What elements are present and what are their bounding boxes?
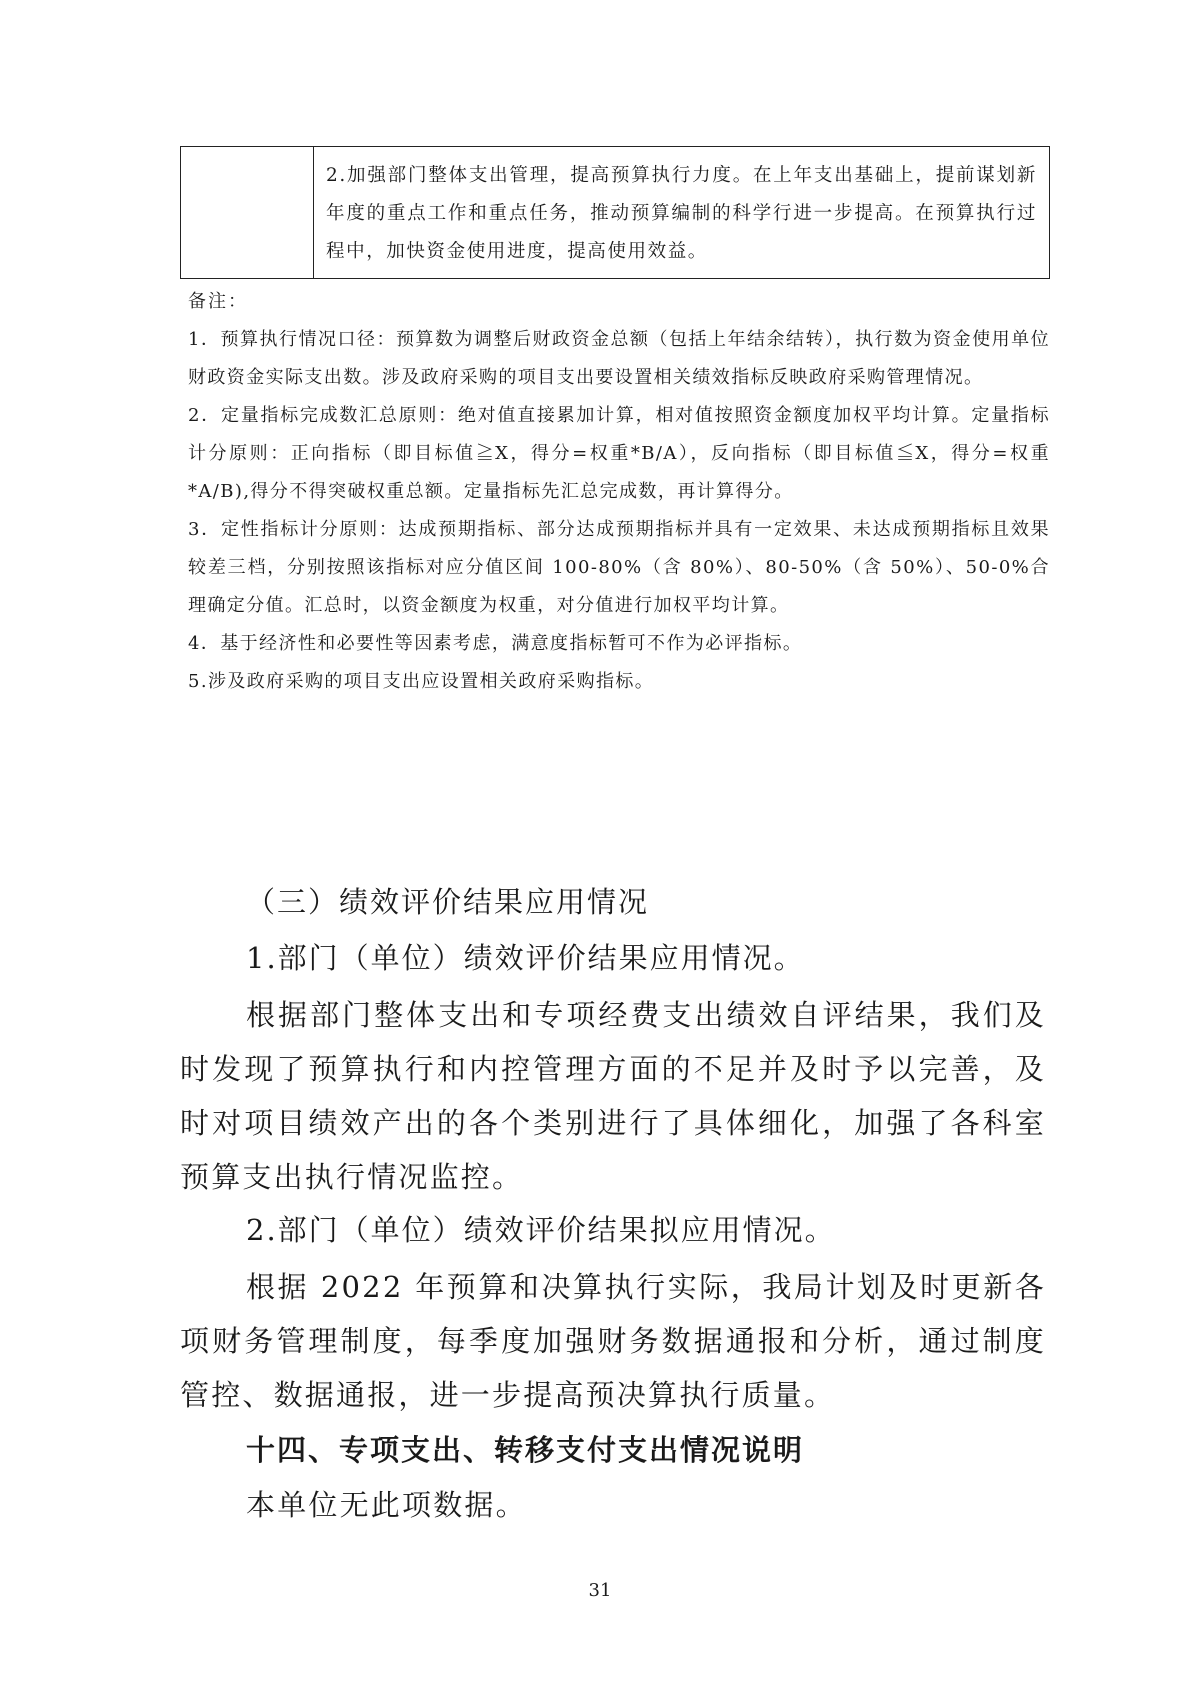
note-item: 2．定量指标完成数汇总原则：绝对值直接累加计算，相对值按照资金额度加权平均计算。定量指标计分原则：正向指标（即目标值≧X，得分=权重*B/A），反向指标（即目标值≦X，得分=权重*A/B),得分不得突破权重总额。定量指标先汇总完成数，再计算得分。: [188, 405, 1050, 502]
page-number: 31: [588, 1580, 612, 1601]
note-item: 5.涉及政府采购的项目支出应设置相关政府采购指标。: [188, 671, 655, 692]
table-empty-cell: [181, 147, 314, 278]
note-item: 3．定性指标计分原则：达成预期指标、部分达成预期指标并具有一定效果、未达成预期指标且效果较差三档，分别按照该指标对应分值区间 100-80%（含 80%）、80-50%（含 50%）、50-0%合理确定分值。汇总时，以资金额度为权重，对分值进行加权平均计算。: [188, 519, 1050, 616]
paragraph-1: 根据部门整体支出和专项经费支出绩效自评结果，我们及时发现了预算执行和内控管理方面的不足并及时予以完善，及时对项目绩效产出的各个类别进行了具体细化，加强了各科室预算支出执行情况监控。: [180, 998, 1046, 1194]
paragraph-2: 根据 2022 年预算和决算执行实际，我局计划及时更新各项财务管理制度，每季度加强财务数据通报和分析，通过制度管控、数据通报，进一步提高预决算执行质量。: [180, 1270, 1046, 1412]
subsection-1-heading: 1.部门（单位）绩效评价结果应用情况。: [246, 941, 805, 975]
section-14-heading: 十四、专项支出、转移支付支出情况说明: [246, 1433, 805, 1467]
subsection-2-heading: 2.部门（单位）绩效评价结果拟应用情况。: [246, 1213, 836, 1247]
section-heading: （三）绩效评价结果应用情况: [246, 885, 650, 919]
table-fragment: [180, 146, 1050, 279]
main-body: [180, 876, 1046, 1532]
notes-label: 备注：: [188, 291, 248, 312]
section-14-text: 本单位无此项数据。: [246, 1488, 527, 1522]
table-text-cell: 2.加强部门整体支出管理，提高预算执行力度。在上年支出基础上，提前谋划新年度的重点工作和重点任务，推动预算编制的科学行进一步提高。在预算执行过程中，加快资金使用进度，提高使用效益。: [326, 165, 1037, 262]
note-item: 1．预算执行情况口径：预算数为调整后财政资金总额（包括上年结余结转），执行数为资金使用单位财政资金实际支出数。涉及政府采购的项目支出要设置相关绩效指标反映政府采购管理情况。: [188, 329, 1050, 388]
note-item: 4．基于经济性和必要性等因素考虑，满意度指标暂可不作为必评指标。: [188, 633, 803, 654]
notes-block: [188, 283, 1050, 701]
